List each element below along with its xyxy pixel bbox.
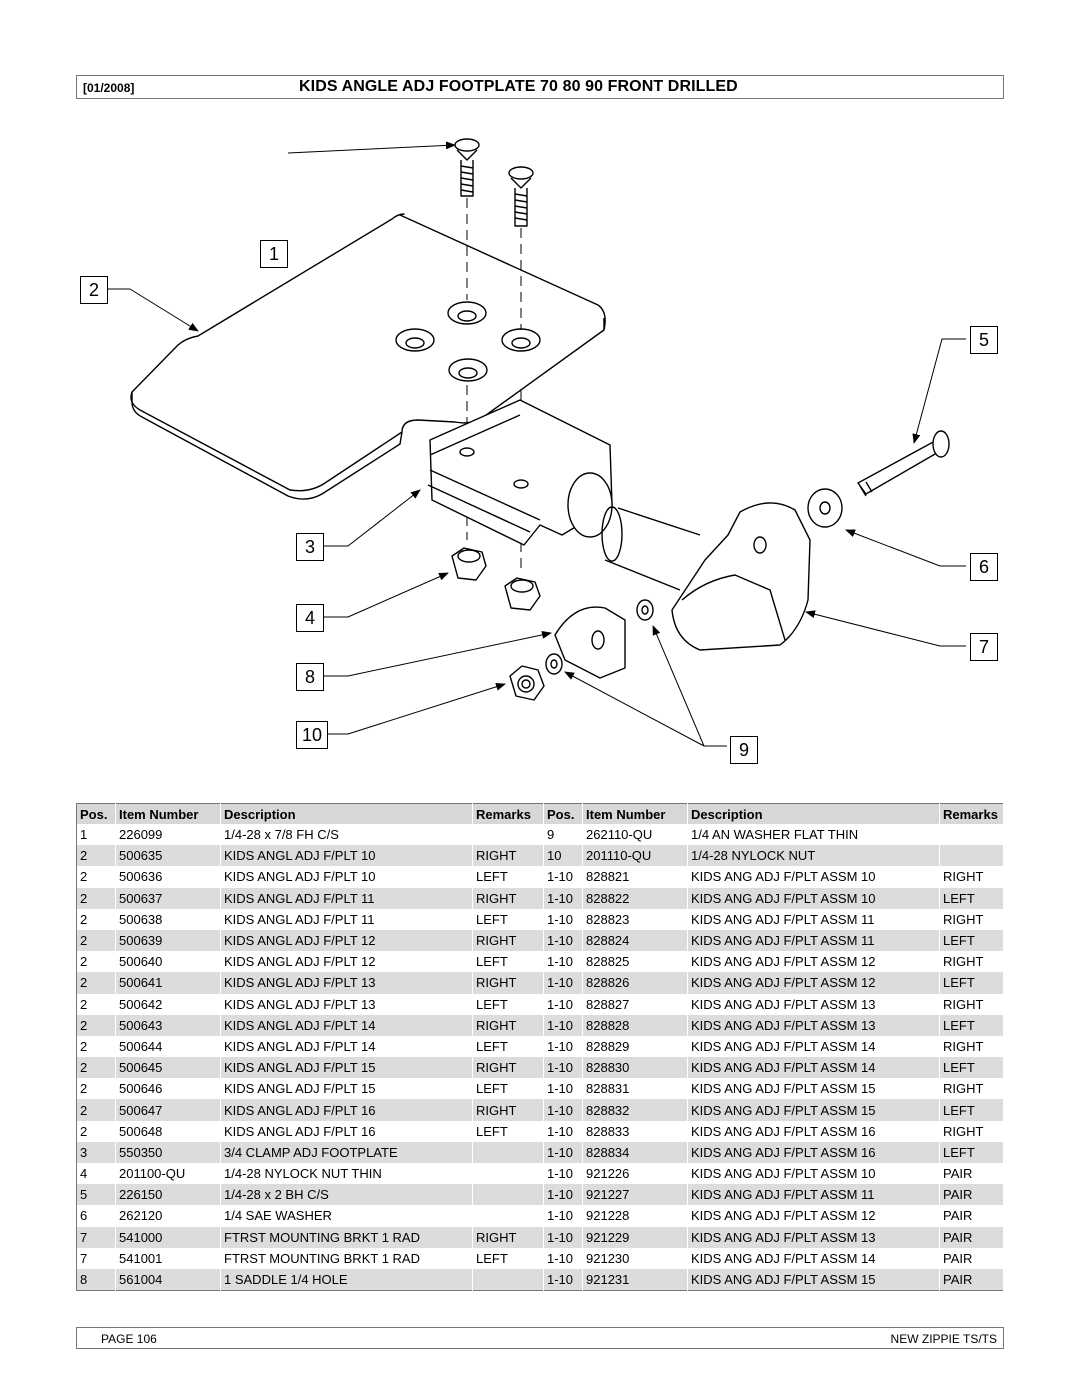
cell-item-number: 262120 <box>116 1205 221 1226</box>
cell-pos: 1-10 <box>544 1227 583 1248</box>
callout-4: 4 <box>296 604 324 632</box>
table-header-row <box>77 804 1004 825</box>
cell-description: KIDS ANG ADJ F/PLT ASSM 13 <box>688 1015 940 1036</box>
cell-remarks: RIGHT <box>473 1227 544 1248</box>
table-row <box>77 1078 1004 1099</box>
cell-description: KIDS ANGL ADJ F/PLT 14 <box>221 1036 473 1057</box>
callout-2: 2 <box>80 276 108 304</box>
cell-pos: 1-10 <box>544 1163 583 1184</box>
table-row <box>77 909 1004 930</box>
cell-pos: 2 <box>77 866 116 887</box>
cell-pos: 2 <box>77 1121 116 1142</box>
cell-remarks: RIGHT <box>940 866 1004 887</box>
cell-pos: 1-10 <box>544 1057 583 1078</box>
cell-remarks: PAIR <box>940 1248 1004 1269</box>
cell-description: KIDS ANG ADJ F/PLT ASSM 14 <box>688 1248 940 1269</box>
cell-remarks: RIGHT <box>940 1036 1004 1057</box>
table-row <box>77 1015 1004 1036</box>
cell-remarks: LEFT <box>473 1248 544 1269</box>
cell-item-number: 226150 <box>116 1184 221 1205</box>
cell-remarks: LEFT <box>473 866 544 887</box>
cell-remarks: LEFT <box>940 930 1004 951</box>
callout-1: 1 <box>260 240 288 268</box>
exploded-parts-diagram <box>0 100 1080 800</box>
cell-item-number: 921227 <box>583 1184 688 1205</box>
cell-item-number: 500648 <box>116 1121 221 1142</box>
cell-remarks: RIGHT <box>940 1121 1004 1142</box>
saddle-part <box>555 607 625 678</box>
cell-remarks: PAIR <box>940 1269 1004 1291</box>
cell-item-number: 828834 <box>583 1142 688 1163</box>
cell-description: FTRST MOUNTING BRKT 1 RAD <box>221 1227 473 1248</box>
diagram-drawing <box>0 100 1080 800</box>
cell-description: KIDS ANG ADJ F/PLT ASSM 15 <box>688 1099 940 1120</box>
cell-pos: 2 <box>77 888 116 909</box>
table-row <box>77 1269 1004 1291</box>
cell-pos: 1-10 <box>544 1121 583 1142</box>
cell-description: KIDS ANG ADJ F/PLT ASSM 12 <box>688 972 940 993</box>
cell-pos: 2 <box>77 951 116 972</box>
cell-description: KIDS ANG ADJ F/PLT ASSM 10 <box>688 888 940 909</box>
cell-remarks: LEFT <box>473 909 544 930</box>
col-header-item-number: Item Number <box>116 804 221 825</box>
cell-description: 1/4-28 NYLOCK NUT THIN <box>221 1163 473 1184</box>
cell-description: KIDS ANGL ADJ F/PLT 15 <box>221 1057 473 1078</box>
cell-pos: 4 <box>77 1163 116 1184</box>
cell-remarks: RIGHT <box>473 930 544 951</box>
cell-pos: 2 <box>77 994 116 1015</box>
cell-remarks: RIGHT <box>473 845 544 866</box>
cell-item-number: 500645 <box>116 1057 221 1078</box>
table-row <box>77 1248 1004 1269</box>
cell-item-number: 541001 <box>116 1248 221 1269</box>
cell-item-number: 226099 <box>116 824 221 845</box>
table-row <box>77 888 1004 909</box>
cell-description: KIDS ANG ADJ F/PLT ASSM 14 <box>688 1036 940 1057</box>
cell-description: 1/4-28 NYLOCK NUT <box>688 845 940 866</box>
col-header-pos: Pos. <box>77 804 116 825</box>
cell-item-number: 828832 <box>583 1099 688 1120</box>
cell-remarks: LEFT <box>940 1142 1004 1163</box>
cell-pos: 9 <box>544 824 583 845</box>
cell-description: KIDS ANGL ADJ F/PLT 13 <box>221 994 473 1015</box>
cell-item-number: 500635 <box>116 845 221 866</box>
cell-item-number: 828825 <box>583 951 688 972</box>
cell-description: 1/4 AN WASHER FLAT THIN <box>688 824 940 845</box>
cell-pos: 1-10 <box>544 1269 583 1291</box>
cell-pos: 1-10 <box>544 972 583 993</box>
cell-remarks: RIGHT <box>473 888 544 909</box>
cell-item-number: 828822 <box>583 888 688 909</box>
cell-item-number: 500646 <box>116 1078 221 1099</box>
cell-remarks: PAIR <box>940 1227 1004 1248</box>
cell-remarks: LEFT <box>940 1057 1004 1078</box>
table-row <box>77 824 1004 845</box>
cell-item-number: 500641 <box>116 972 221 993</box>
cell-description: 1/4 SAE WASHER <box>221 1205 473 1226</box>
col-header-pos: Pos. <box>544 804 583 825</box>
cell-remarks <box>473 1142 544 1163</box>
table-row <box>77 972 1004 993</box>
cell-description: KIDS ANG ADJ F/PLT ASSM 12 <box>688 1205 940 1226</box>
cell-description: 3/4 CLAMP ADJ FOOTPLATE <box>221 1142 473 1163</box>
cell-remarks: RIGHT <box>473 1057 544 1078</box>
cell-description: KIDS ANG ADJ F/PLT ASSM 11 <box>688 1184 940 1205</box>
cell-description: KIDS ANG ADJ F/PLT ASSM 15 <box>688 1078 940 1099</box>
callout-10: 10 <box>296 721 328 749</box>
cell-pos: 2 <box>77 845 116 866</box>
col-header-description: Description <box>221 804 473 825</box>
cell-pos: 1-10 <box>544 1036 583 1057</box>
cell-item-number: 828823 <box>583 909 688 930</box>
cell-description: KIDS ANG ADJ F/PLT ASSM 12 <box>688 951 940 972</box>
page-footer <box>76 1327 1004 1349</box>
cell-pos: 1-10 <box>544 909 583 930</box>
cell-pos: 2 <box>77 972 116 993</box>
cell-remarks <box>473 824 544 845</box>
cell-description: KIDS ANG ADJ F/PLT ASSM 11 <box>688 930 940 951</box>
cell-description: KIDS ANGL ADJ F/PLT 11 <box>221 909 473 930</box>
cell-item-number: 500640 <box>116 951 221 972</box>
cell-item-number: 828833 <box>583 1121 688 1142</box>
cell-description: 1 SADDLE 1/4 HOLE <box>221 1269 473 1291</box>
table-row <box>77 1057 1004 1078</box>
cell-pos: 1-10 <box>544 1205 583 1226</box>
cell-item-number: 500637 <box>116 888 221 909</box>
cell-pos: 1-10 <box>544 866 583 887</box>
cell-pos: 2 <box>77 1036 116 1057</box>
cell-item-number: 828831 <box>583 1078 688 1099</box>
cell-remarks: RIGHT <box>940 909 1004 930</box>
cell-pos: 1-10 <box>544 1184 583 1205</box>
callout-7: 7 <box>970 633 998 661</box>
cell-remarks: LEFT <box>940 1099 1004 1120</box>
cell-description: KIDS ANGL ADJ F/PLT 16 <box>221 1099 473 1120</box>
cell-pos: 1-10 <box>544 1015 583 1036</box>
cell-remarks: RIGHT <box>473 1015 544 1036</box>
cell-description: KIDS ANG ADJ F/PLT ASSM 14 <box>688 1057 940 1078</box>
table-row <box>77 866 1004 887</box>
cell-remarks: RIGHT <box>473 1099 544 1120</box>
cell-item-number: 500636 <box>116 866 221 887</box>
cell-item-number: 921231 <box>583 1269 688 1291</box>
cell-remarks: PAIR <box>940 1205 1004 1226</box>
cell-item-number: 828824 <box>583 930 688 951</box>
cell-item-number: 201100-QU <box>116 1163 221 1184</box>
cell-item-number: 500638 <box>116 909 221 930</box>
cell-description: KIDS ANG ADJ F/PLT ASSM 11 <box>688 909 940 930</box>
cell-item-number: 828829 <box>583 1036 688 1057</box>
cell-remarks: PAIR <box>940 1184 1004 1205</box>
col-header-description: Description <box>688 804 940 825</box>
cell-pos: 7 <box>77 1227 116 1248</box>
cell-remarks: LEFT <box>940 972 1004 993</box>
table-row <box>77 1227 1004 1248</box>
cell-remarks: LEFT <box>473 1036 544 1057</box>
cell-remarks <box>940 845 1004 866</box>
callout-6: 6 <box>970 553 998 581</box>
cell-pos: 1-10 <box>544 888 583 909</box>
cell-item-number: 828826 <box>583 972 688 993</box>
callout-9: 9 <box>730 736 758 764</box>
parts-table <box>76 803 1004 1291</box>
col-header-item-number: Item Number <box>583 804 688 825</box>
cell-remarks: LEFT <box>473 1121 544 1142</box>
cell-pos: 2 <box>77 930 116 951</box>
cell-description: KIDS ANG ADJ F/PLT ASSM 13 <box>688 1227 940 1248</box>
cell-remarks: LEFT <box>940 888 1004 909</box>
cell-pos: 1-10 <box>544 951 583 972</box>
cell-remarks <box>940 824 1004 845</box>
cell-description: KIDS ANGL ADJ F/PLT 11 <box>221 888 473 909</box>
cell-pos: 6 <box>77 1205 116 1226</box>
cell-remarks: PAIR <box>940 1163 1004 1184</box>
cell-pos: 1-10 <box>544 994 583 1015</box>
cell-description: KIDS ANG ADJ F/PLT ASSM 15 <box>688 1269 940 1291</box>
cell-remarks: LEFT <box>473 994 544 1015</box>
table-row <box>77 1205 1004 1226</box>
cell-pos: 1-10 <box>544 1078 583 1099</box>
cell-item-number: 500644 <box>116 1036 221 1057</box>
cell-item-number: 541000 <box>116 1227 221 1248</box>
cell-item-number: 828830 <box>583 1057 688 1078</box>
table-row <box>77 994 1004 1015</box>
revision-date: [01/2008] <box>83 81 135 95</box>
col-header-remarks: Remarks <box>473 804 544 825</box>
cell-remarks: LEFT <box>473 1078 544 1099</box>
cell-item-number: 550350 <box>116 1142 221 1163</box>
cell-pos: 1-10 <box>544 1248 583 1269</box>
cell-item-number: 921229 <box>583 1227 688 1248</box>
cell-remarks <box>473 1163 544 1184</box>
cell-pos: 2 <box>77 1057 116 1078</box>
cell-pos: 2 <box>77 909 116 930</box>
callout-5: 5 <box>970 326 998 354</box>
cell-pos: 1-10 <box>544 930 583 951</box>
cell-description: 1/4-28 x 7/8 FH C/S <box>221 824 473 845</box>
cell-remarks: RIGHT <box>940 1078 1004 1099</box>
cell-item-number: 921230 <box>583 1248 688 1269</box>
col-header-remarks: Remarks <box>940 804 1004 825</box>
cell-pos: 2 <box>77 1078 116 1099</box>
cell-description: KIDS ANG ADJ F/PLT ASSM 10 <box>688 1163 940 1184</box>
cell-remarks <box>473 1205 544 1226</box>
table-row <box>77 845 1004 866</box>
cell-description: KIDS ANG ADJ F/PLT ASSM 16 <box>688 1121 940 1142</box>
cell-description: KIDS ANGL ADJ F/PLT 12 <box>221 930 473 951</box>
cell-pos: 1 <box>77 824 116 845</box>
cell-item-number: 500647 <box>116 1099 221 1120</box>
cell-pos: 5 <box>77 1184 116 1205</box>
cell-remarks <box>473 1184 544 1205</box>
cell-description: KIDS ANG ADJ F/PLT ASSM 10 <box>688 866 940 887</box>
cell-item-number: 262110-QU <box>583 824 688 845</box>
cell-remarks: LEFT <box>473 951 544 972</box>
table-row <box>77 1184 1004 1205</box>
cell-item-number: 828828 <box>583 1015 688 1036</box>
table-row <box>77 930 1004 951</box>
cell-pos: 1-10 <box>544 1099 583 1120</box>
cell-description: KIDS ANGL ADJ F/PLT 12 <box>221 951 473 972</box>
cell-pos: 2 <box>77 1015 116 1036</box>
cell-description: KIDS ANGL ADJ F/PLT 15 <box>221 1078 473 1099</box>
cell-description: KIDS ANGL ADJ F/PLT 10 <box>221 866 473 887</box>
cell-remarks: LEFT <box>940 1015 1004 1036</box>
table-row <box>77 1163 1004 1184</box>
table-row <box>77 951 1004 972</box>
cell-item-number: 828827 <box>583 994 688 1015</box>
cell-item-number: 500642 <box>116 994 221 1015</box>
cell-item-number: 500639 <box>116 930 221 951</box>
cell-pos: 2 <box>77 1099 116 1120</box>
cell-description: FTRST MOUNTING BRKT 1 RAD <box>221 1248 473 1269</box>
product-name: NEW ZIPPIE TS/TS <box>890 1332 997 1346</box>
cell-item-number: 500643 <box>116 1015 221 1036</box>
callout-3: 3 <box>296 533 324 561</box>
cell-remarks: RIGHT <box>940 951 1004 972</box>
cell-description: KIDS ANGL ADJ F/PLT 16 <box>221 1121 473 1142</box>
cell-description: 1/4-28 x 2 BH C/S <box>221 1184 473 1205</box>
cell-description: KIDS ANG ADJ F/PLT ASSM 16 <box>688 1142 940 1163</box>
cell-remarks <box>473 1269 544 1291</box>
cell-remarks: RIGHT <box>940 994 1004 1015</box>
table-row <box>77 1142 1004 1163</box>
cell-description: KIDS ANGL ADJ F/PLT 14 <box>221 1015 473 1036</box>
cell-pos: 3 <box>77 1142 116 1163</box>
page-title: KIDS ANGLE ADJ FOOTPLATE 70 80 90 FRONT DRILLED <box>299 78 738 95</box>
cell-pos: 1-10 <box>544 1142 583 1163</box>
page-number: PAGE 106 <box>101 1332 157 1346</box>
cell-pos: 10 <box>544 845 583 866</box>
callout-8: 8 <box>296 663 324 691</box>
cell-item-number: 201110-QU <box>583 845 688 866</box>
table-row <box>77 1121 1004 1142</box>
bracket-part <box>672 503 810 650</box>
cell-pos: 7 <box>77 1248 116 1269</box>
table-row <box>77 1099 1004 1120</box>
cell-description: KIDS ANG ADJ F/PLT ASSM 13 <box>688 994 940 1015</box>
cell-item-number: 921228 <box>583 1205 688 1226</box>
table-row <box>77 1036 1004 1057</box>
cell-pos: 8 <box>77 1269 116 1291</box>
cell-remarks: RIGHT <box>473 972 544 993</box>
cell-item-number: 561004 <box>116 1269 221 1291</box>
cell-description: KIDS ANGL ADJ F/PLT 13 <box>221 972 473 993</box>
cell-item-number: 828821 <box>583 866 688 887</box>
cell-description: KIDS ANGL ADJ F/PLT 10 <box>221 845 473 866</box>
cell-item-number: 921226 <box>583 1163 688 1184</box>
page-header <box>76 75 1004 99</box>
